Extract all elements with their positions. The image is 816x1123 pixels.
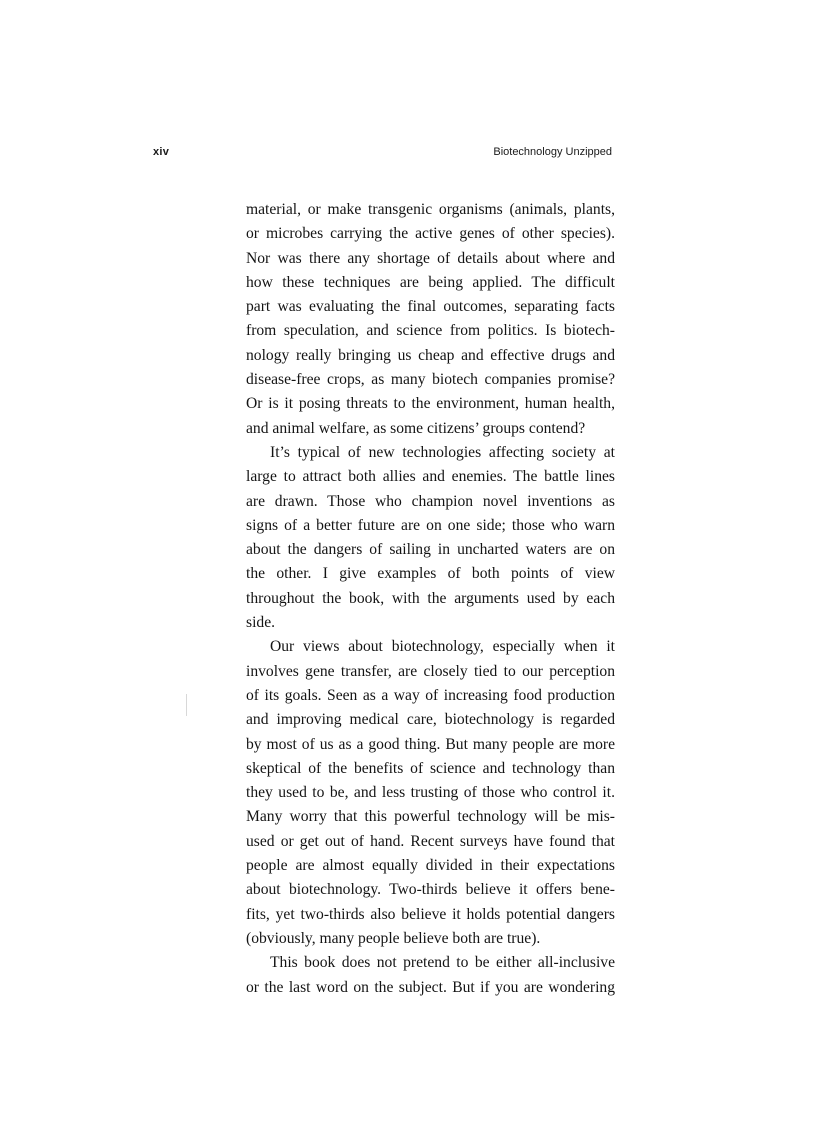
text-line: involves gene transfer, are closely tied to our perception xyxy=(246,662,615,680)
text-line: part was evaluating the final outcomes, separating facts xyxy=(246,298,615,316)
text-line: they used to be, and less trusting of those who control it. xyxy=(246,784,615,802)
text-line: Nor was there any shortage of details about where and xyxy=(246,249,615,267)
text-line: disease-free crops, as many biotech companies promise? xyxy=(246,371,615,389)
text-line: Our views about biotechnology, especially when it xyxy=(270,638,615,656)
text-line: are drawn. Those who champion novel inventions as xyxy=(246,492,615,510)
text-line: material, or make transgenic organisms (animals, plants, xyxy=(246,201,615,218)
running-head: Biotechnology Unzipped xyxy=(493,146,612,158)
text-line: nology really bringing us cheap and effective drugs and xyxy=(246,346,615,364)
text-line: the other. I give examples of both points of view xyxy=(246,565,615,583)
text-line: large to attract both allies and enemies. The battle lines xyxy=(246,468,615,486)
text-line: Many worry that this powerful technology will be mis- xyxy=(246,808,615,826)
text-line: This book does not pretend to be either all-inclusive xyxy=(270,954,615,972)
text-line: fits, yet two-thirds also believe it holds potential dangers xyxy=(246,905,615,923)
text-line: of its goals. Seen as a way of increasing food production xyxy=(246,686,615,704)
body-text xyxy=(246,198,615,1000)
text-line: throughout the book, with the arguments used by each xyxy=(246,589,615,607)
text-line: or microbes carrying the active genes of other species). xyxy=(246,225,615,243)
text-line: by most of us as a good thing. But many people are more xyxy=(246,735,615,753)
page-number: xiv xyxy=(153,146,170,158)
text-line: about the dangers of sailing in uncharted waters are on xyxy=(246,541,615,559)
text-line: people are almost equally divided in their expectations xyxy=(246,857,615,875)
text-line: signs of a better future are on one side; those who warn xyxy=(246,516,615,534)
text-line: side. xyxy=(246,614,276,632)
text-line: from speculation, and science from politics. Is biotech- xyxy=(246,322,615,340)
text-line: and improving medical care, biotechnology is regarded xyxy=(246,711,615,729)
text-line: used or get out of hand. Recent surveys have found that xyxy=(246,832,615,850)
text-line: and animal welfare, as some citizens’ groups contend? xyxy=(246,419,586,437)
scan-artifact-mark xyxy=(186,694,187,716)
text-line: or the last word on the subject. But if you are wondering xyxy=(246,978,615,996)
text-line: how these techniques are being applied. The difficult xyxy=(246,273,615,291)
text-line: It’s typical of new technologies affecting society at xyxy=(270,443,615,461)
text-line: about biotechnology. Two-thirds believe it offers bene- xyxy=(246,881,615,899)
text-line: Or is it posing threats to the environment, human health, xyxy=(246,395,615,413)
text-line: (obviously, many people believe both are true). xyxy=(246,929,541,947)
text-line: skeptical of the benefits of science and technology than xyxy=(246,759,615,777)
